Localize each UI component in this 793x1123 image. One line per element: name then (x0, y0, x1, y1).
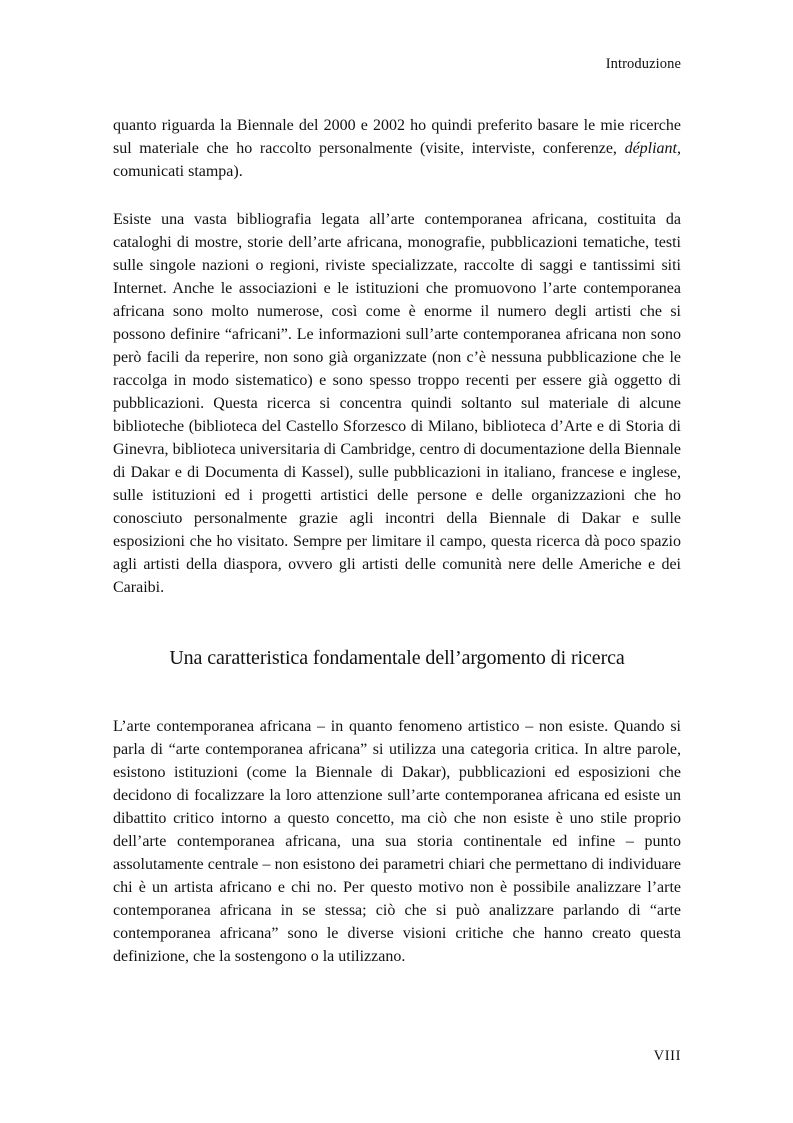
paragraph-1-text-b: , comunicati stampa). (113, 140, 681, 180)
page-number: VIII (653, 1048, 681, 1064)
paragraph-bibliography: Esiste una vasta bibliografia legata all’arte contemporanea africana, costituita da cataloghi di mostre, storie dell’arte africana, monografie, pubblicazioni tematiche, testi sulle singole nazioni o regioni, riviste specializzate, raccolte di saggi e tantissimi siti Internet. Anche le associazioni e le istituzioni che promuovono l’arte contemporanea africana sono molto numerose, così come è enorme il numero degli artisti che si possono definire “africani”. Le informazioni sull’arte contemporanea africana non sono però facili da reperire, non sono già organizzate (non c’è nessuna pubblicazione che le raccolga in modo sistematico) e sono spesso troppo recenti per essere già oggetto di pubblicazioni. Questa ricerca si concentra quindi soltanto sul materiale di alcune biblioteche (biblioteca del Castello Sforzesco di Milano, biblioteca d’Arte e di Storia di Ginevra, biblioteca universitaria di Cambridge, centro di documentazione della Biennale di Dakar e di Documenta di Kassel), sulle pubblicazioni in italiano, francese e inglese, sulle istituzioni ed i progetti artistici delle persone e delle organizzazioni che ho conosciuto personalmente grazie agli incontri della Biennale di Dakar e sulle esposizioni che ho visitato. Sempre per limitare il campo, questa ricerca dà poco spazio agli artisti della diaspora, ovvero gli artisti delle comunità nere delle Americhe e dei Caraibi. (113, 211, 681, 596)
paragraph-biennale-sources (113, 114, 681, 183)
running-header: Introduzione (605, 56, 681, 72)
paragraph-critical-category: L’arte contemporanea africana – in quanto fenomeno artistico – non esiste. Quando si parla di “arte contemporanea africana” si utilizza una categoria critica. In altre parole, esistono istituzioni (come la Biennale di Dakar), pubblicazioni ed esposizioni che decidono di focalizzare la loro attenzione sull’arte contemporanea africana ed esiste un dibattito critico intorno a questo concetto, ma ciò che non esiste è uno stile proprio dell’arte contemporanea africana, una sua storia continentale ed infine – punto assolutamente centrale – non esistono dei parametri chiari che permettano di individuare chi è un artista africano e chi no. Per questo motivo non è possibile analizzare l’arte contemporanea africana in se stessa; ciò che si può analizzare parlando di “arte contemporanea africana” sono le diverse visioni critiche che hanno creato questa definizione, che la sostengono o la utilizzano. (113, 718, 681, 965)
paragraph-1-italic-term: dépliant (624, 140, 677, 157)
section-heading: Una caratteristica fondamentale dell’argomento di ricerca (169, 647, 625, 669)
paragraph-1-text-a: quanto riguarda la Biennale del 2000 e 2002 ho quindi preferito basare le mie ricerche sul materiale che ho raccolto personalmente (visite, interviste, conferenze, (113, 117, 681, 157)
